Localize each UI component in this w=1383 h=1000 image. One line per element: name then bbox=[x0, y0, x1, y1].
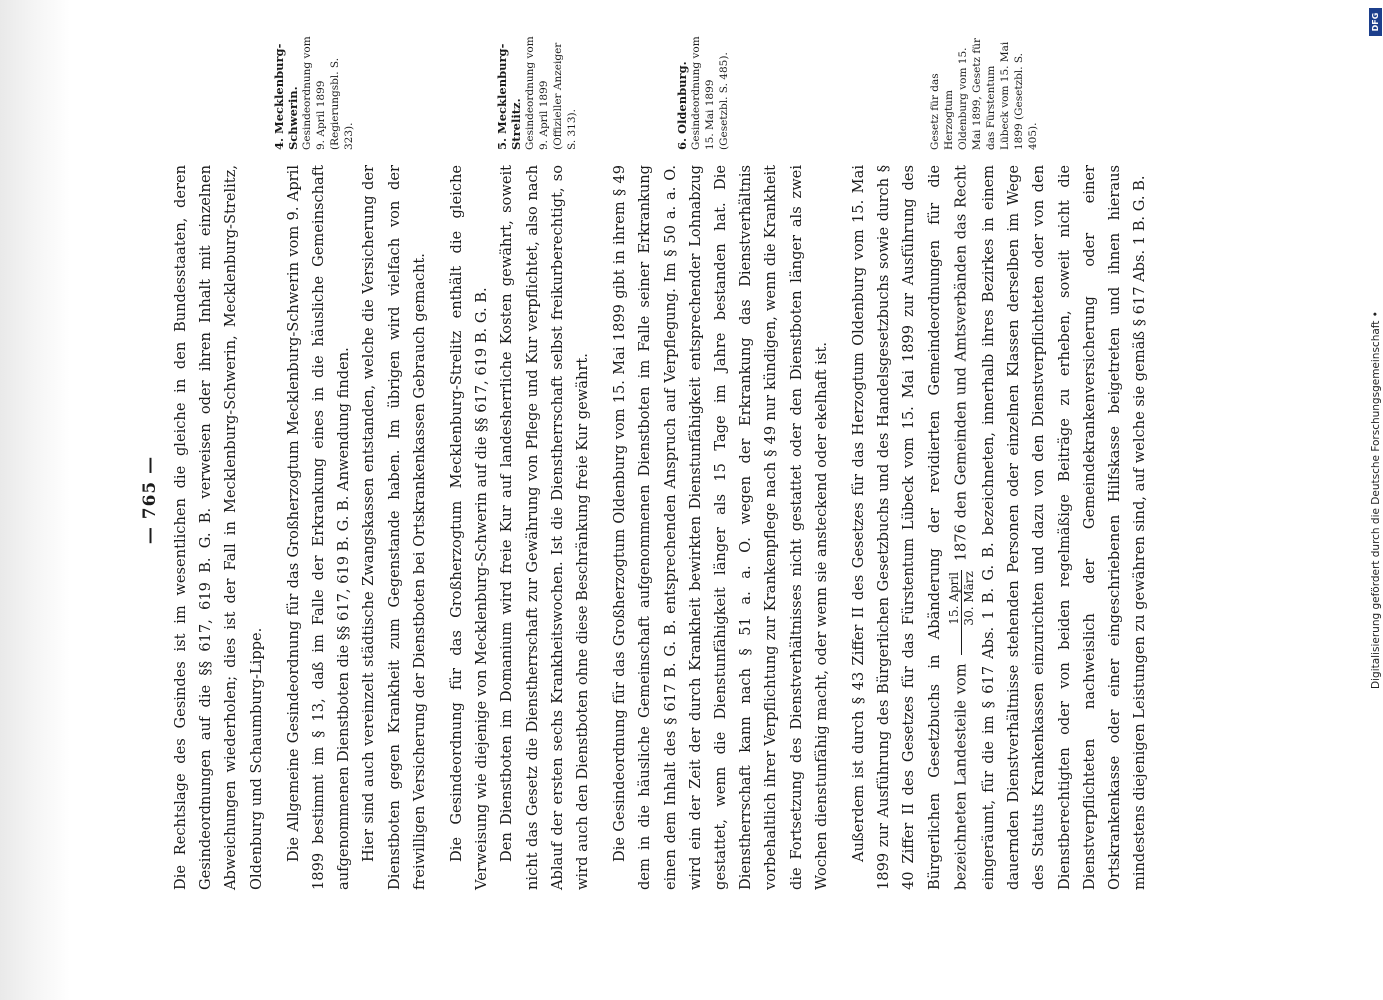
dfg-credit-text: Digitalisierung gefördert durch die Deutsche Forschungsgemeinschaft • bbox=[1370, 311, 1382, 689]
paragraph-4: Die Gesindeordnung für das Großherzogtum Mecklenburg-Strelitz enthält die gleiche Verweisung wie diejenige von Mecklenburg-Schwerin auf die §§ 617, 619 B. G. B. bbox=[448, 165, 491, 890]
margin-note-5 bbox=[495, 32, 579, 150]
dfg-badge-label: DFG bbox=[1370, 9, 1381, 35]
margin-note-4-heading: 4. Mecklenburg-Schwerin. bbox=[272, 43, 300, 150]
margin-note-5-heading: 5. Mecklenburg-Strelitz. bbox=[495, 43, 523, 150]
margin-note-7 bbox=[928, 32, 1040, 150]
paragraph-2: Die Allgemeine Gesindeordnung für das Großherzogtum Mecklenburg-Schwerin vom 9. April 1899 bestimmt im § 13, daß im Falle der Erkrankung eines in die häusliche Gemeinschaft aufgenommenen Dienstboten die §§ 617, 619 B. G. B. Anwendung finden. bbox=[284, 165, 353, 890]
paragraph-6: Die Gesindeordnung für das Großherzogtum Oldenburg vom 15. Mai 1899 gibt in ihrem § 49 dem in die häusliche Gemeinschaft aufgenommenen Dienstboten im Falle seiner Erkrankung einen dem Inhalt des § 617 B. G. B. entsprechenden Anspruch auf Verpflegung. Im § 50 a. a. O. wird ein der Zeit der durch Krankheit bewirkten Dienstunfähigkeit entsprechender Lohnabzug gestattet, wenn die Dienstunfähigkeit länger als 15 Tage im Jahre bestanden hat. Die Dienstherrschaft kann nach § 51 a. a. O. wegen der Erkrankung das Dienstverhältnis vorbehaltlich ihrer Verpflichtung zur Krankenpflege nach § 49 nur kündigen, wenn die Krankheit die Fortsetzung des Dienstverhältnisses nicht gestattet oder den Dienstboten länger als zwei Wochen dienstunfähig macht, oder wenn sie ansteckend oder ekelhaft ist. bbox=[611, 165, 830, 890]
fraction-year: 1876 bbox=[952, 524, 970, 562]
page-number: — 765 — bbox=[140, 455, 160, 545]
margin-note-6-text: Gesindeordnung vom 15. Mai 1899 (Gesetzbl. S. 485). bbox=[690, 36, 730, 150]
paragraph-5: Den Dienstboten im Domanium wird freie Kur auf landesherrliche Kosten gewährt, soweit nicht das Gesetz die Dienstherrschaft zur Gewährung von Pflege und Kur verpflichtet, also nach Ablauf der ersten sechs Krankheitswochen. Ist die Dienstherrschaft selbst freikurberechtigt, so wird auch den Dienstboten ohne diese Beschränkung freie Kur gewährt. bbox=[498, 165, 592, 890]
fraction-numerator: 15. April bbox=[947, 570, 962, 655]
paragraph-7 bbox=[846, 165, 1152, 890]
dfg-logo-icon bbox=[1369, 8, 1382, 36]
margin-note-4 bbox=[272, 32, 356, 150]
margin-note-5-text: Gesindeordnung vom 9. April 1899 (Offizieller Anzeiger S. 313). bbox=[524, 36, 578, 150]
fraction-denominator: 30. März bbox=[961, 571, 976, 626]
margin-note-6 bbox=[675, 32, 731, 150]
margin-note-4-text: Gesindeordnung vom 9. April 1899 (Regierungsbl. S. 323). bbox=[301, 36, 355, 150]
paragraph-1: Die Rechtslage des Gesindes ist im wesentlichen die gleiche in den Bundesstaaten, deren Gesindeordnungen auf die §§ 617, 619 B. G. B. verweisen oder ihren Inhalt mit einzelnen Abweichungen wiederholen; dies ist der Fall in Mecklenburg-Schwerin, Mecklenburg-Strelitz, Oldenburg und Schaumburg-Lippe. bbox=[172, 165, 265, 890]
margin-note-6-heading: 6. Oldenburg. bbox=[675, 61, 689, 150]
paragraph-7-part-a: Außerdem ist durch § 43 Ziffer II des Gesetzes für das Herzogtum Oldenburg vom 15. Mai 1899 zur Ausführung des Bürgerlichen Gesetzbuchs und des Handelsgesetzbuchs sowie durch § 40 Ziffer II des Gesetzes für das Fürstentum Lübeck vom 15. Mai 1899 zur Ausführung des Bürgerlichen Gesetzbuchs in Abänderung der revidierten Gemeindeordnungen für die bezeichneten Landesteile vom bbox=[850, 165, 970, 890]
margin-note-7-text: Gesetz für das Herzogtum Oldenburg vom 15. Mai 1899, Gesetz für das Fürstentum Lübeck vom 15. Mai 1899 (Gesetzbl. S. 405). bbox=[929, 37, 1039, 150]
paragraph-7-part-b: den Gemeinden und Amtsverbänden das Recht eingeräumt, für die im § 617 Abs. 1 B. G. B. bezeichneten, innerhalb ihres Bezirkes in einem dauernden Dienstverhältnisse stehenden Personen oder einzelnen Klassen derselben im Wege des Statuts Krankenkassen einzurichten und dazu von den Dienstverpflichteten oder von den Dienstberechtigten oder von beiden regelmäßige Beiträge zu erheben, soweit nicht die Dienstverpflichteten nachweislich der Gemeindekrankenversicherung oder einer Ortskrankenkasse oder einer eingeschriebenen Hilfskasse beigetreten und ihnen hieraus mindestens diejenigen Leistungen zu gewähren sind, auf welche sie gemäß § 617 Abs. 1 B. G. B. bbox=[952, 164, 1149, 890]
paragraph-3: Hier sind auch vereinzelt städtische Zwangskassen entstanden, welche die Versicherung der Dienstboten gegen Krankheit zum Gegenstande haben. Im übrigen wird vielfach von der freiwilligen Versicherung der Dienstboten bei Ortskrankenkassen Gebrauch gemacht. bbox=[360, 165, 428, 890]
main-text bbox=[168, 165, 1152, 890]
date-fraction bbox=[947, 570, 976, 655]
